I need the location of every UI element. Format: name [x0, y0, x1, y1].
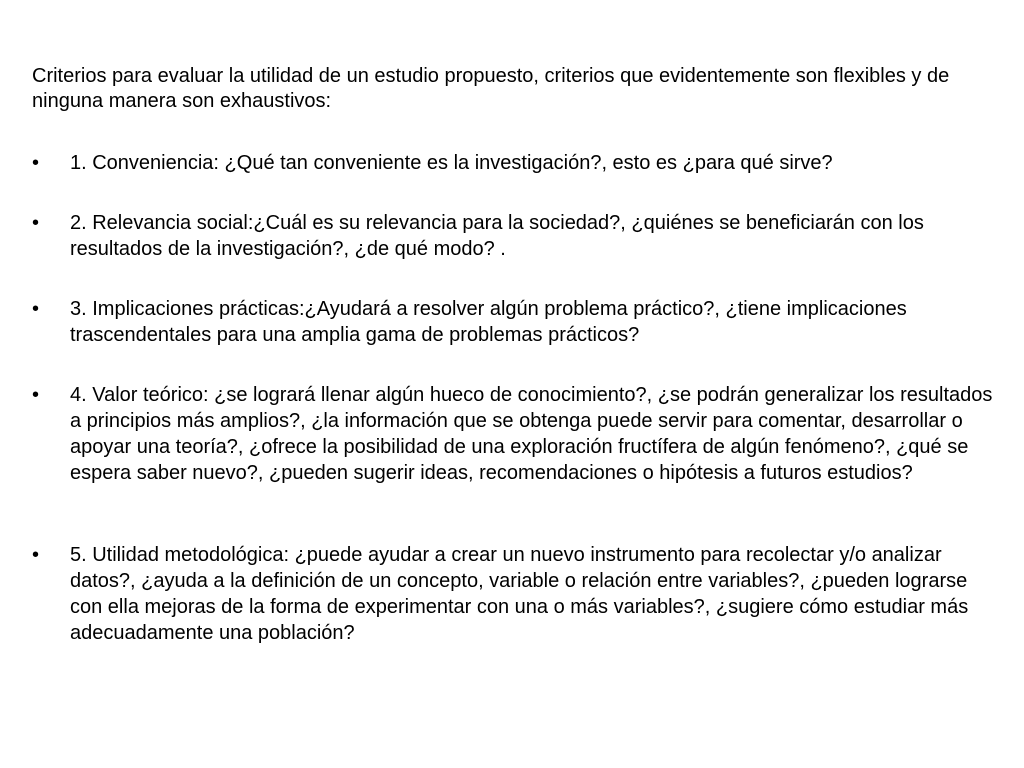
list-item	[32, 150, 1000, 176]
criterion-valor-teorico: 4. Valor teórico: ¿se logrará llenar algún hueco de conocimiento?, ¿se podrán generalizar los resultados a principios más amplios?, ¿la información que se obtenga puede servir para comentar, desarrollar o apoyar una teoría?, ¿ofrece la posibilidad de una exploración fructífera de algún fenómeno?, ¿qué se espera saber nuevo?, ¿pueden sugerir ideas, recomendaciones o hipótesis a futuros estudios?	[70, 384, 993, 484]
bullet-icon: •	[32, 212, 40, 234]
criterion-relevancia-social: 2. Relevancia social:¿Cuál es su relevancia para la sociedad?, ¿quiénes se beneficiarán con los resultados de la investigación?, ¿de qué modo? .	[70, 212, 924, 260]
list-item	[32, 542, 1000, 646]
list-item	[32, 382, 1000, 486]
criterion-conveniencia: 1. Conveniencia: ¿Qué tan conveniente es la investigación?, esto es ¿para qué sirve?	[70, 152, 833, 174]
intro-paragraph: Criterios para evaluar la utilidad de un estudio propuesto, criterios que evidentemente son flexibles y de ninguna manera son exhaustivos:	[32, 65, 950, 112]
criterion-implicaciones-practicas: 3. Implicaciones prácticas:¿Ayudará a resolver algún problema práctico?, ¿tiene implicaciones trascendentales para una amplia gama de problemas prácticos?	[70, 298, 907, 346]
list-item	[32, 210, 1000, 262]
criterion-utilidad-metodologica: 5. Utilidad metodológica: ¿puede ayudar a crear un nuevo instrumento para recolectar y/o analizar datos?, ¿ayuda a la definición de un concepto, variable o relación entre variables?, ¿pueden lograrse con ella mejoras de la forma de experimentar con una o más variables?, ¿sugiere cómo estudiar más adecuadamente una población?	[70, 544, 969, 644]
bullet-icon: •	[32, 384, 40, 406]
bullet-icon: •	[32, 152, 40, 174]
bullet-icon: •	[32, 298, 40, 320]
list-item	[32, 296, 1000, 348]
bullet-icon: •	[32, 544, 40, 566]
